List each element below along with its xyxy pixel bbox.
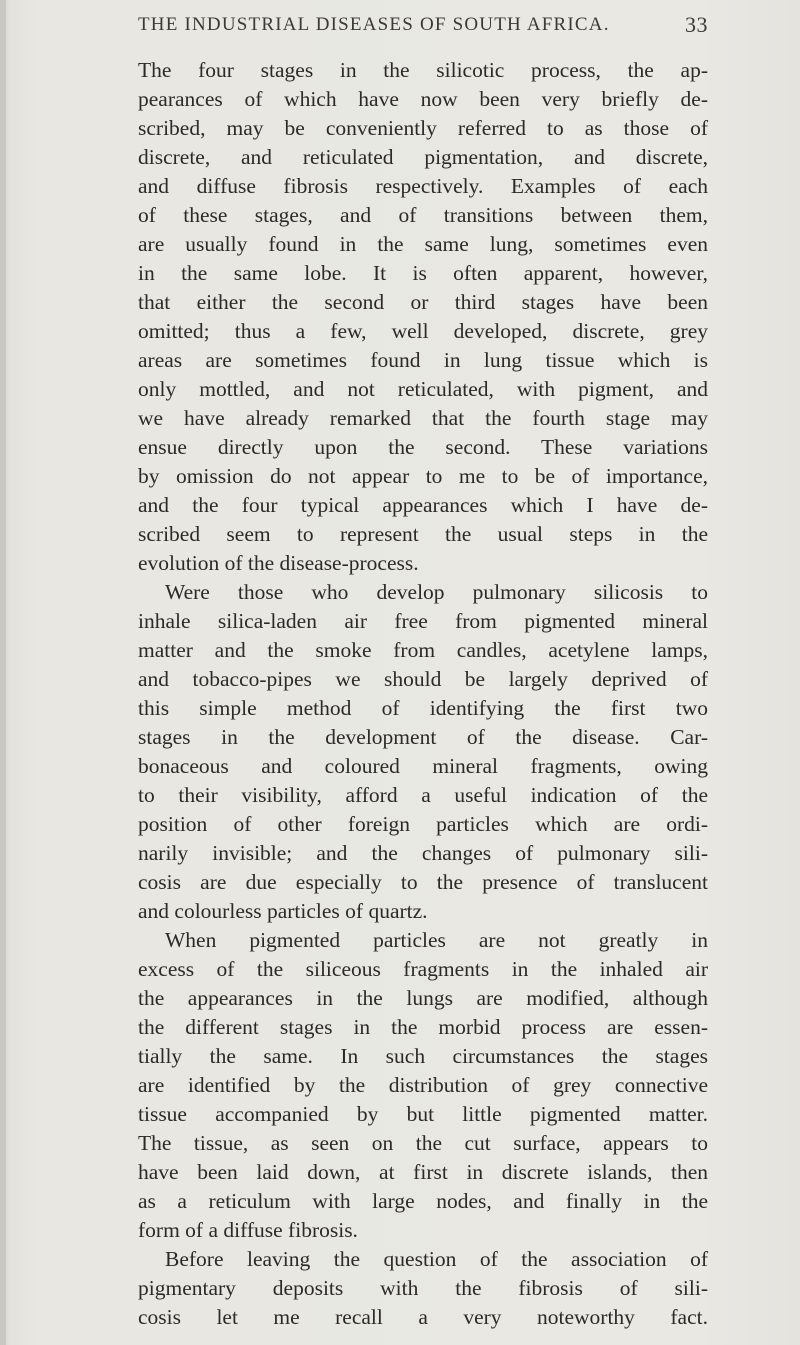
text-line: and the four typical appearances which I have de- [138, 493, 708, 517]
text-line: are usually found in the same lung, sometimes even [138, 232, 708, 256]
text-line: by omission do not appear to me to be of importance, [138, 464, 708, 488]
text-line: bonaceous and coloured mineral fragments, owing [138, 754, 708, 778]
text-line: tially the same. In such circumstances the stages [138, 1044, 708, 1068]
text-line: omitted; thus a few, well developed, discrete, grey [138, 319, 708, 343]
text-line: tissue accompanied by but little pigmented matter. [138, 1102, 708, 1126]
text-line: the appearances in the lungs are modified, although [138, 986, 708, 1010]
running-head [138, 14, 708, 44]
text-line: position of other foreign particles which are ordi- [138, 812, 708, 836]
text-line: areas are sometimes found in lung tissue which is [138, 348, 708, 372]
text-line: scribed seem to represent the usual steps in the [138, 522, 708, 546]
text-line: pigmentary deposits with the fibrosis of sili- [138, 1276, 708, 1300]
paragraph-start-line: When pigmented particles are not greatly in [165, 928, 708, 952]
text-line: matter and the smoke from candles, acetylene lamps, [138, 638, 708, 662]
text-line: that either the second or third stages have been [138, 290, 708, 314]
text-line: discrete, and reticulated pigmentation, and discrete, [138, 145, 708, 169]
paragraph-start-line: Were those who develop pulmonary silicosis to [165, 580, 708, 604]
text-line: cosis let me recall a very noteworthy fact. [138, 1305, 708, 1329]
text-line: the different stages in the morbid process are essen- [138, 1015, 708, 1039]
text-line: and tobacco-pipes we should be largely deprived of [138, 667, 708, 691]
text-line: narily invisible; and the changes of pulmonary sili- [138, 841, 708, 865]
running-title: THE INDUSTRIAL DISEASES OF SOUTH AFRICA. [138, 14, 610, 35]
text-line: excess of the siliceous fragments in the inhaled air [138, 957, 708, 981]
page-spine-shadow [0, 0, 6, 1345]
text-line: we have already remarked that the fourth stage may [138, 406, 708, 430]
page-number: 33 [685, 12, 708, 37]
text-line: have been laid down, at first in discrete islands, then [138, 1160, 708, 1184]
text-line: The four stages in the silicotic process, the ap- [138, 58, 708, 82]
text-line: only mottled, and not reticulated, with pigment, and [138, 377, 708, 401]
paragraph-start-line: Before leaving the question of the association of [165, 1247, 708, 1271]
text-line: inhale silica-laden air free from pigmented mineral [138, 609, 708, 633]
text-line: The tissue, as seen on the cut surface, appears to [138, 1131, 708, 1155]
text-line: pearances of which have now been very briefly de- [138, 87, 708, 111]
text-line: stages in the development of the disease. Car- [138, 725, 708, 749]
text-line: form of a diffuse fibrosis. [138, 1218, 358, 1242]
text-line: ensue directly upon the second. These variations [138, 435, 708, 459]
text-line: scribed, may be conveniently referred to as those of [138, 116, 708, 140]
text-line: and diffuse fibrosis respectively. Examples of each [138, 174, 708, 198]
text-line: evolution of the disease-process. [138, 551, 419, 575]
text-line: this simple method of identifying the first two [138, 696, 708, 720]
text-line: as a reticulum with large nodes, and finally in the [138, 1189, 708, 1213]
text-line: in the same lobe. It is often apparent, however, [138, 261, 708, 285]
text-line: of these stages, and of transitions between them, [138, 203, 708, 227]
text-line: to their visibility, afford a useful indication of the [138, 783, 708, 807]
body-text [138, 56, 708, 1332]
text-line: and colourless particles of quartz. [138, 899, 428, 923]
text-line: cosis are due especially to the presence of translucent [138, 870, 708, 894]
text-line: are identified by the distribution of grey connective [138, 1073, 708, 1097]
